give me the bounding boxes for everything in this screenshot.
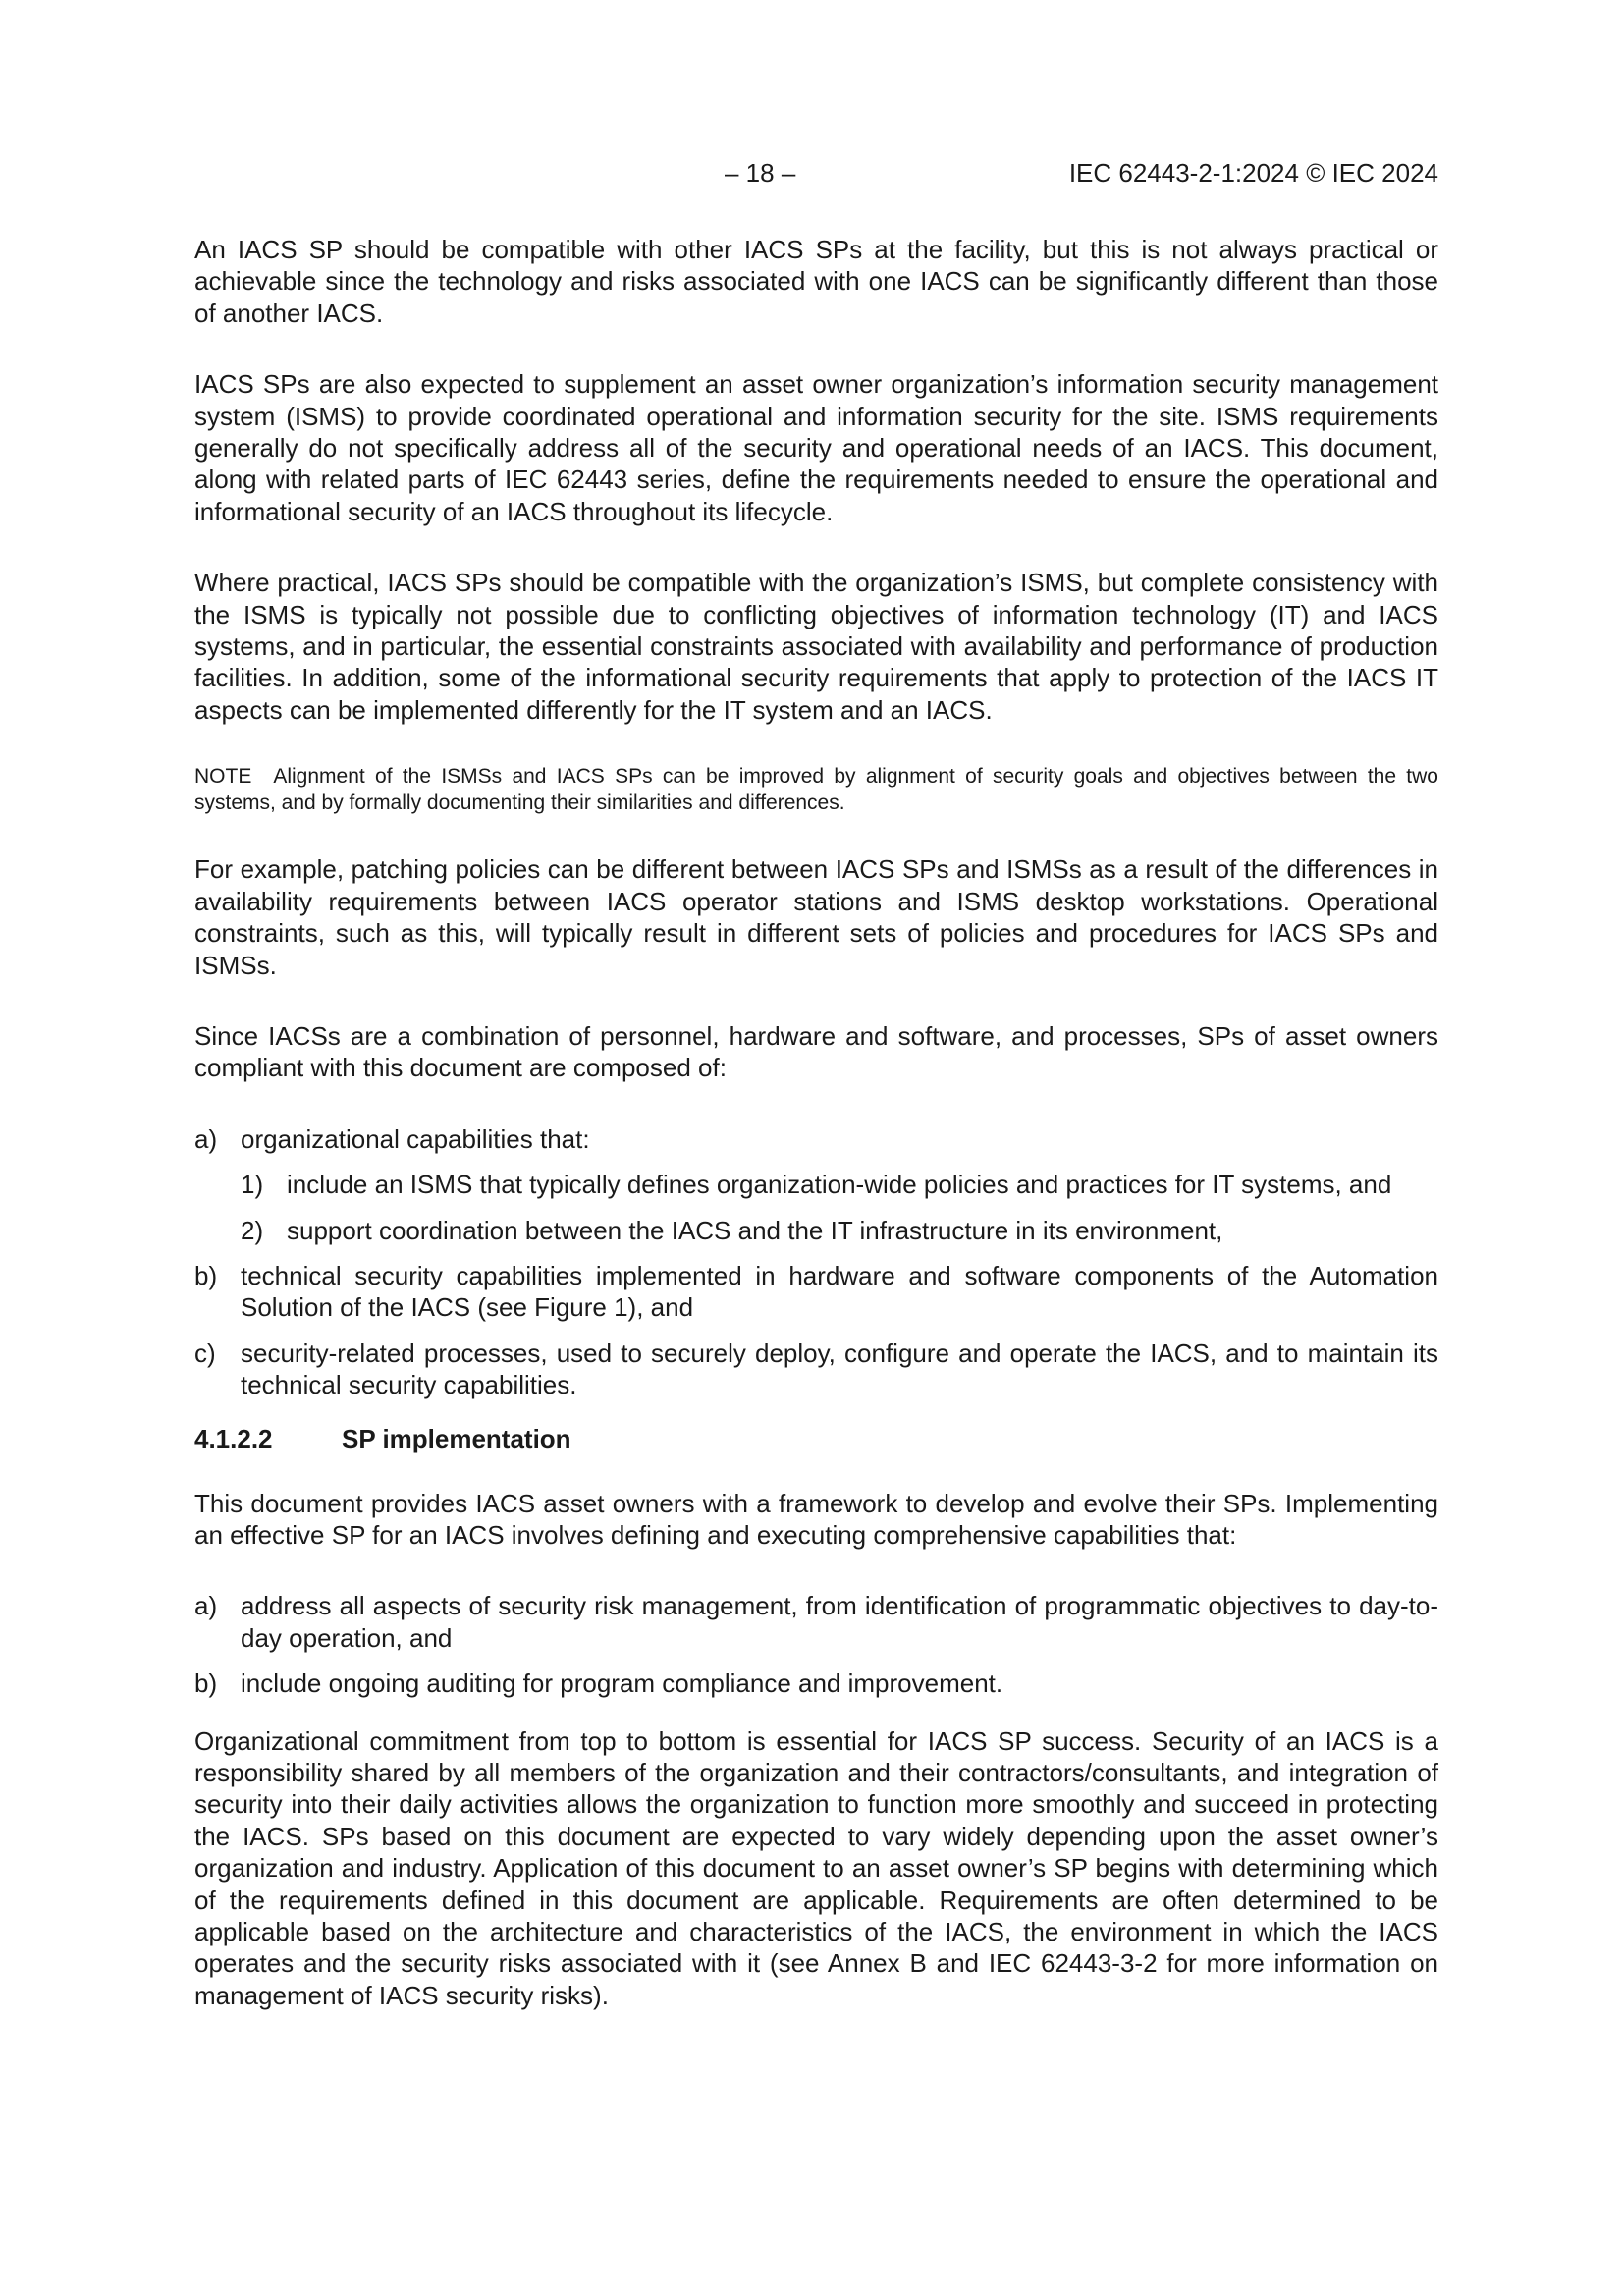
page-body <box>194 234 1438 2050</box>
list-item-text: include an ISMS that typically defines organization-wide policies and practices for IT systems, and <box>287 1170 1392 1200</box>
note-text: Alignment of the ISMSs and IACS SPs can be improved by alignment of security goals and objectives between the two systems, and by formally documenting their similarities and differences. <box>194 765 1438 815</box>
list-item <box>194 1667 1438 1699</box>
section-heading <box>194 1423 1438 1454</box>
paragraph: Since IACSs are a combination of personnel, hardware and software, and processes, SPs of asset owners compliant with this document are composed of: <box>194 1020 1438 1083</box>
list-item-text: address all aspects of security risk management, from identification of programmatic objectives to day-to-day operation, and <box>241 1591 1438 1653</box>
list-item-text: include ongoing auditing for program compliance and improvement. <box>241 1668 1003 1699</box>
list-item-text: technical security capabilities implemented in hardware and software components of the Automation Solution of the IACS (see Figure 1), and <box>241 1260 1438 1323</box>
sub-list-item <box>241 1215 1438 1246</box>
list-marker: 1) <box>241 1170 264 1200</box>
list-marker: c) <box>194 1338 216 1368</box>
list-item <box>194 1338 1438 1401</box>
section-title: SP implementation <box>342 1423 571 1453</box>
note-label: NOTE <box>194 765 252 789</box>
list-marker: 2) <box>241 1215 264 1245</box>
paragraph: For example, patching policies can be different between IACS SPs and ISMSs as a result of the differences in availability requirements between IACS operator stations and ISMS desktop workstations. Operational constraints, such as this, will typically result in different sets of policies and procedures for IACS SPs and ISMSs. <box>194 854 1438 980</box>
composition-list <box>194 1123 1438 1401</box>
list-item-text: organizational capabilities that: <box>241 1123 590 1154</box>
paragraph: Organizational commitment from top to bottom is essential for IACS SP success. Security of an IACS is a responsibility shared by all members of the organization and their contractors/consultants, and integration of security into their daily activities allows the organization to function more smoothly and succeed in protecting the IACS. SPs based on this document are expected to vary widely depending upon the asset owner’s organization and industry. Application of this document to an asset owner’s SP begins with determining which of the requirements defined in this document are applicable. Requirements are often determined to be applicable based on the architecture and characteristics of the IACS, the environment in which the IACS operates and the security risks associated with it (see Annex B and IEC 62443-3-2 for more information on management of IACS security risks). <box>194 1725 1438 2010</box>
list-marker: b) <box>194 1260 218 1290</box>
capabilities-list <box>194 1590 1438 1699</box>
standard-reference: IEC 62443-2-1:2024 © IEC 2024 <box>1068 158 1438 188</box>
sub-list-item <box>241 1169 1438 1200</box>
list-item <box>194 1123 1438 1246</box>
paragraph: This document provides IACS asset owners with a framework to develop and evolve their SPs. Implementing an effective SP for an IACS involves defining and executing comprehensive capabilities that: <box>194 1488 1438 1550</box>
section-number: 4.1.2.2 <box>194 1423 273 1453</box>
sub-list <box>241 1169 1438 1246</box>
list-marker: a) <box>194 1591 218 1621</box>
paragraph: An IACS SP should be compatible with other IACS SPs at the facility, but this is not always practical or achievable since the technology and risks associated with one IACS can be significantly different than those of another IACS. <box>194 235 1438 328</box>
list-marker: b) <box>194 1668 218 1699</box>
paragraph: IACS SPs are also expected to supplement an asset owner organization’s information security management system (ISMS) to provide coordinated operational and information security for the site. ISMS requirements generally do not specifically address all of the security and operational needs of an IACS. This document, along with related parts of IEC 62443 series, define the requirements needed to ensure the operational and informational security of an IACS throughout its lifecycle. <box>194 369 1438 526</box>
page-header <box>194 155 1438 191</box>
paragraph: Where practical, IACS SPs should be compatible with the organization’s ISMS, but complete consistency with the ISMS is typically not possible due to conflicting objectives of information technology (IT) and IACS systems, and in particular, the essential constraints associated with availability and performance of production facilities. In addition, some of the informational security requirements that apply to protection of the IACS IT aspects can be implemented differently for the IT system and an IACS. <box>194 568 1438 725</box>
list-item-text: support coordination between the IACS and the IT infrastructure in its environment, <box>287 1215 1223 1245</box>
note <box>194 763 1438 816</box>
list-item <box>194 1260 1438 1324</box>
page-number: – 18 – <box>725 158 796 188</box>
list-marker: a) <box>194 1123 218 1154</box>
list-item <box>194 1590 1438 1654</box>
list-item-text: security-related processes, used to securely deploy, configure and operate the IACS, and to maintain its technical security capabilities. <box>241 1338 1438 1400</box>
